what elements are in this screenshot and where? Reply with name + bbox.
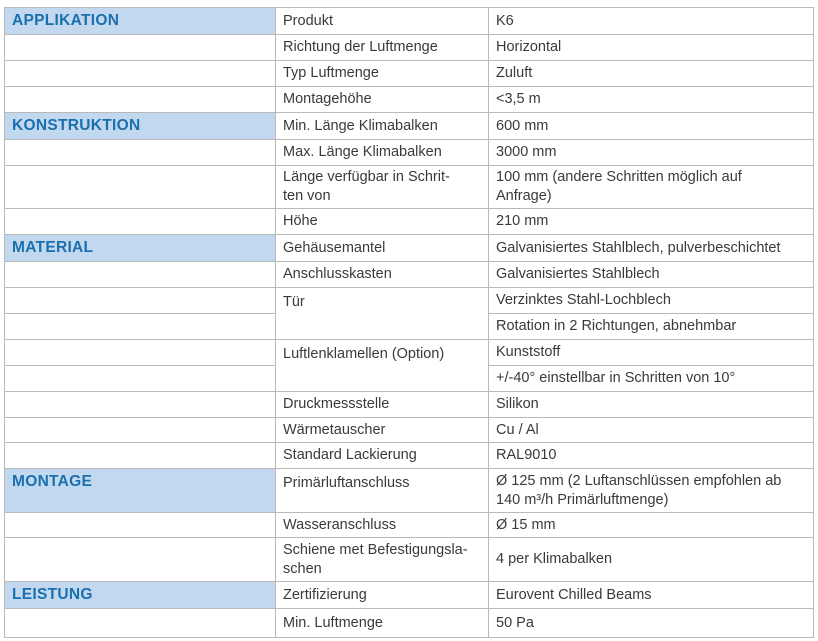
merged-row-group	[4, 287, 814, 339]
property-cell: Wärmetauscher	[275, 417, 488, 442]
value-cell: Kunststoff	[488, 339, 814, 365]
table-row	[4, 7, 814, 34]
table-row	[4, 60, 814, 86]
property-cell: Richtung der Luftmenge	[275, 34, 488, 60]
category-konstruktion: KONSTRUKTION	[4, 112, 275, 139]
property-cell: Zertifizierung	[275, 581, 488, 608]
property-cell: Länge verfügbar in Schrit- ten von	[275, 165, 488, 208]
property-cell: Montagehöhe	[275, 86, 488, 112]
property-cell: Primärluftanschluss	[275, 468, 488, 512]
table-row	[4, 234, 814, 261]
property-cell: Wasseranschluss	[275, 512, 488, 537]
value-cell: Ø 15 mm	[488, 512, 814, 537]
table-row	[4, 86, 814, 112]
table-bottom-border	[4, 637, 814, 638]
table-row	[4, 139, 814, 165]
value-cell: Eurovent Chilled Beams	[488, 581, 814, 608]
property-cell: Anschlusskasten	[275, 261, 488, 287]
value-cell: Rotation in 2 Richtungen, abnehmbar	[488, 313, 814, 339]
value-cell: RAL9010	[488, 442, 814, 468]
property-cell: Tür	[275, 287, 488, 339]
merged-row-group	[4, 339, 814, 391]
table-row	[4, 417, 814, 442]
value-cell: Horizontal	[488, 34, 814, 60]
category-applikation: APPLIKATION	[4, 7, 275, 34]
value-cell: 50 Pa	[488, 608, 814, 637]
property-cell: Gehäusemantel	[275, 234, 488, 261]
property-cell: Max. Länge Klimabalken	[275, 139, 488, 165]
property-cell: Luftlenklamellen (Option)	[275, 339, 488, 391]
category-empty-cell	[4, 537, 275, 581]
value-cell: 3000 mm	[488, 139, 814, 165]
category-empty-cell	[4, 139, 275, 165]
table-row	[4, 261, 814, 287]
value-cell: 4 per Klimabalken	[488, 537, 814, 581]
value-cell: 100 mm (andere Schritten möglich auf Anfrage)	[488, 165, 814, 208]
category-empty-cell	[4, 417, 275, 442]
property-cell: Typ Luftmenge	[275, 60, 488, 86]
category-empty-cell	[4, 442, 275, 468]
table-row	[4, 512, 814, 537]
category-leistung: LEISTUNG	[4, 581, 275, 608]
table-row	[4, 581, 814, 608]
property-cell: Standard Lackierung	[275, 442, 488, 468]
value-cell: Galvanisiertes Stahlblech, pulverbeschichtet	[488, 234, 814, 261]
property-cell: Schiene met Befestigungsla- schen	[275, 537, 488, 581]
property-cell: Produkt	[275, 7, 488, 34]
value-cell: Zuluft	[488, 60, 814, 86]
value-cell: 600 mm	[488, 112, 814, 139]
category-empty-cell	[4, 34, 275, 60]
value-cell: Verzinktes Stahl-Lochblech	[488, 287, 814, 313]
value-cell: Galvanisiertes Stahlblech	[488, 261, 814, 287]
table-row	[4, 34, 814, 60]
table-row	[4, 112, 814, 139]
value-cell: K6	[488, 7, 814, 34]
value-cell: Ø 125 mm (2 Luftanschlüssen empfohlen ab 140 m³/h Primärluftmenge)	[488, 468, 814, 512]
table-row	[4, 608, 814, 637]
property-cell: Druckmessstelle	[275, 391, 488, 417]
table-row	[4, 391, 814, 417]
property-cell: Min. Länge Klimabalken	[275, 112, 488, 139]
value-cell: +/-40° einstellbar in Schritten von 10°	[488, 365, 814, 391]
category-material: MATERIAL	[4, 234, 275, 261]
table-row	[4, 165, 814, 208]
category-empty-cell	[4, 165, 275, 208]
value-cell: Cu / Al	[488, 417, 814, 442]
property-cell: Höhe	[275, 208, 488, 234]
value-cell: Silikon	[488, 391, 814, 417]
table-row	[4, 468, 814, 512]
table-row	[4, 537, 814, 581]
category-empty-cell	[4, 86, 275, 112]
category-empty-cell	[4, 208, 275, 234]
table-row	[4, 208, 814, 234]
value-cell: <3,5 m	[488, 86, 814, 112]
category-empty-cell	[4, 391, 275, 417]
property-cell: Min. Luftmenge	[275, 608, 488, 637]
value-cell: 210 mm	[488, 208, 814, 234]
category-montage: MONTAGE	[4, 468, 275, 512]
category-empty-cell	[4, 512, 275, 537]
category-empty-cell	[4, 60, 275, 86]
category-empty-cell	[4, 608, 275, 637]
table-row	[4, 442, 814, 468]
category-empty-cell	[4, 261, 275, 287]
